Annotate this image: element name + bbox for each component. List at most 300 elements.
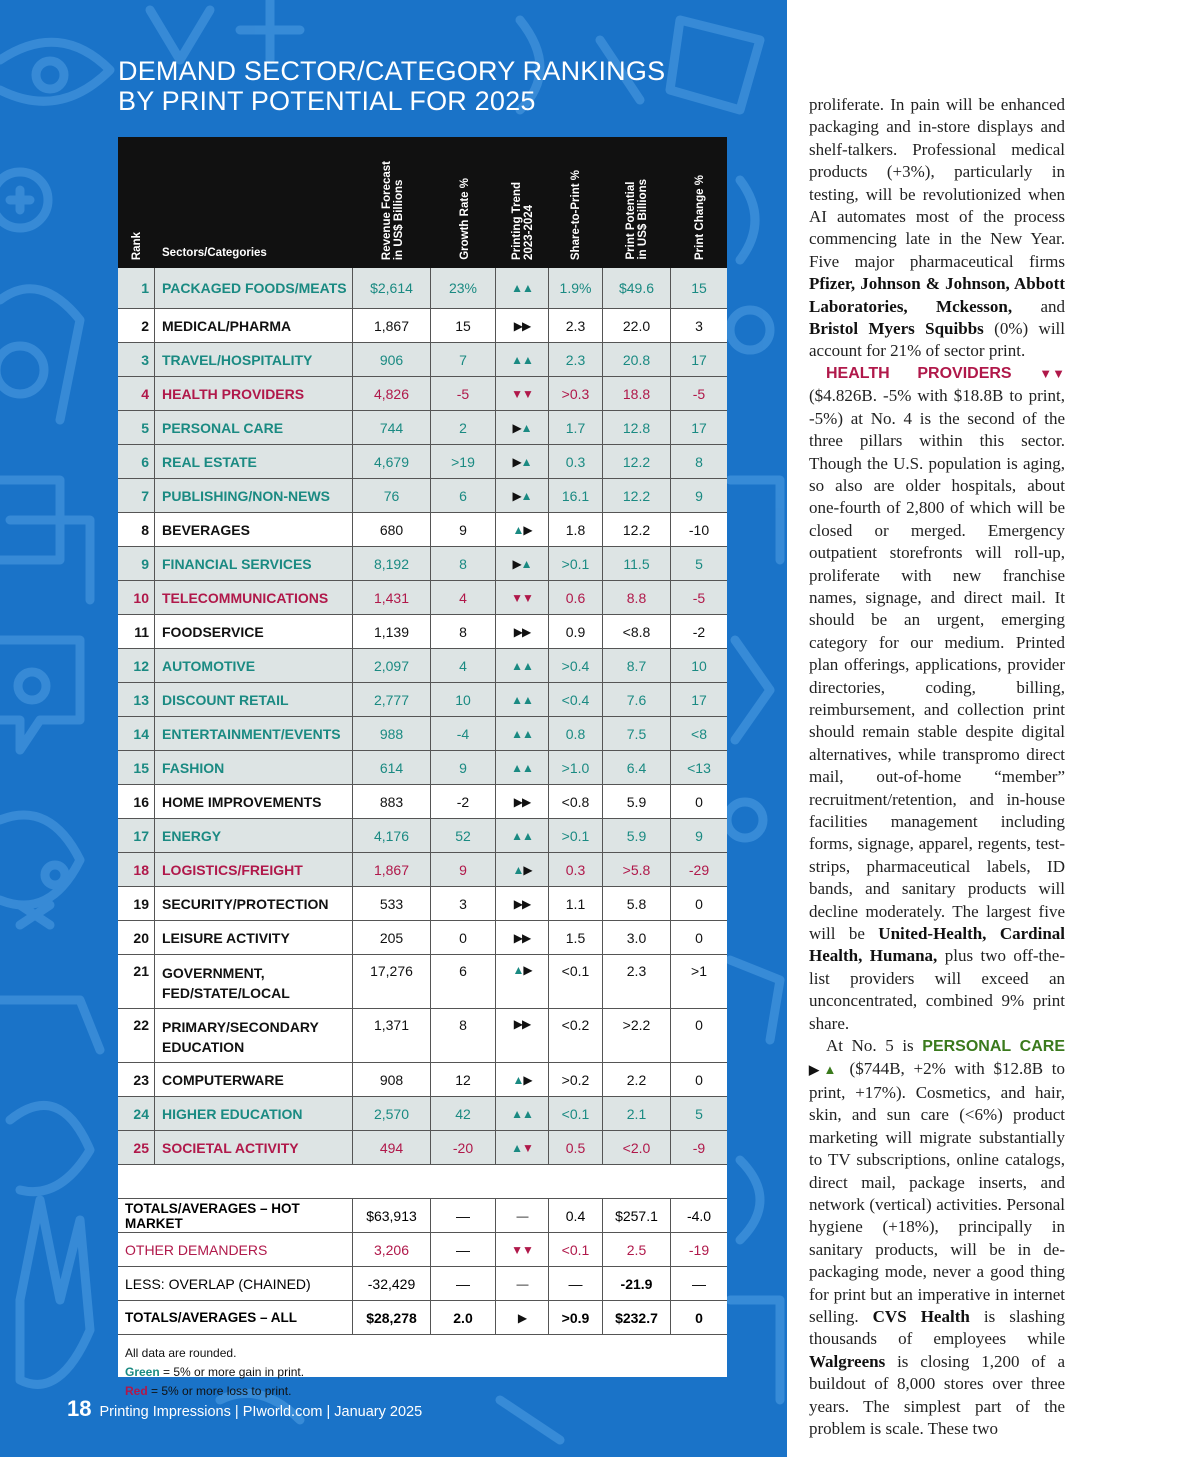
cell-rank: 11 [118,615,155,648]
table-row [118,615,727,649]
arrow-right-icon: ▶ [523,963,532,977]
cell-rank: 22 [118,1009,155,1062]
header-share: Share-to-Print % [570,169,582,260]
dash-icon: — [516,1276,528,1291]
trend-arrows-icon [496,377,549,410]
arrow-up-icon: ▲ [511,1106,522,1121]
cell-sector-name: ENTERTAINMENT/EVENTS [155,717,353,750]
cell-print-change: 0 [695,895,703,912]
note-green-word: Green [125,1365,160,1379]
article-text: plus two off-the-list providers will exceed an unconcentrated, combined 9% print share. [809,946,1065,1033]
cell-revenue: 908 [353,1063,431,1096]
table-body [118,268,727,1410]
cell-print-change: 3 [695,317,703,334]
cell-growth: 6 [431,479,496,512]
company-name: CVS Health [872,1306,970,1326]
table-row [118,1063,727,1097]
trend-arrows-icon [496,751,549,784]
cell-growth: 2.0 [431,1301,496,1334]
cell-revenue: 883 [353,785,431,818]
cell-print-change: 8 [695,453,703,470]
cell-print-change: 17 [691,419,707,436]
arrow-up-icon: ▲ [512,862,524,877]
cell-print-change: 15 [691,280,707,296]
cell-rank: 2 [118,309,155,342]
table-row [118,411,727,445]
cell-revenue: 614 [353,751,431,784]
header-growth: Growth Rate % [459,178,471,260]
arrow-right-icon: ▶ [522,794,531,809]
arrow-down-icon: ▼ [511,386,522,401]
cell-share: 0.8 [549,717,603,750]
cell-revenue: 2,570 [353,1097,431,1130]
cell-print-potential: 22.0 [603,309,671,342]
cell-print-change: <13 [687,759,711,776]
arrow-up-icon: ▲ [511,760,522,775]
cell-revenue: 1,139 [353,615,431,648]
table-row [118,445,727,479]
dash-icon: — [516,1208,528,1223]
trend-arrows-icon [496,547,549,580]
cell-growth: — [431,1267,496,1300]
cell-sector-name: LEISURE ACTIVITY [155,921,353,954]
arrow-up-icon: ▲ [522,1106,533,1121]
cell-sector-name: TELECOMMUNICATIONS [155,581,353,614]
trend-arrows-icon [496,717,549,750]
cell-print-change: 0 [695,1071,703,1088]
arrow-up-icon: ▲ [520,488,532,503]
arrow-right-icon: ▶ [513,624,522,639]
arrow-right-icon: ▶ [522,318,531,333]
page-number: 18 [67,1396,92,1421]
cell-rank: 16 [118,785,155,818]
cell-share: 1.8 [549,513,603,546]
article-paragraph [809,385,1065,1035]
cell-share: <0.1 [549,1233,603,1266]
cell-share: 16.1 [549,479,603,512]
cell-print-change: 0 [695,1017,703,1033]
trend-down-icon: ▼▼ [1039,365,1065,381]
arrow-right-icon: ▶ [512,556,521,571]
cell-print-potential: 12.2 [603,445,671,478]
cell-print-potential: 5.9 [603,785,671,818]
trend-arrows-icon [496,615,549,648]
cell-sector-name: FOODSERVICE [155,615,353,648]
arrow-right-icon: ▶ [513,896,522,911]
trend-arrows-icon [496,479,549,512]
arrow-up-icon: ▲ [511,658,522,673]
table-row [118,547,727,581]
trend-arrows-icon [496,1301,549,1334]
cell-totals-label: LESS: OVERLAP (CHAINED) [118,1267,353,1300]
trend-arrows-icon [496,1063,549,1096]
cell-growth: 2 [431,411,496,444]
cell-growth: -20 [431,1131,496,1164]
trend-arrows-icon [496,1199,549,1232]
cell-rank: 23 [118,1063,155,1096]
cell-print-potential: 3.0 [603,921,671,954]
cell-print-potential: >2.2 [603,1009,671,1062]
cell-growth: 10 [431,683,496,716]
cell-revenue: $2,614 [353,268,431,308]
arrow-right-icon: ▶ [513,794,522,809]
cell-growth: -2 [431,785,496,818]
cell-print-potential: 8.7 [603,649,671,682]
section-heading-word: HEALTH [826,364,890,382]
totals-row [118,1233,727,1267]
cell-print-potential: <8.8 [603,615,671,648]
cell-rank: 7 [118,479,155,512]
article-text: At No. 5 is [826,1036,923,1056]
cell-share: 0.3 [549,853,603,886]
arrow-down-icon: ▼ [522,386,533,401]
cell-revenue: 1,431 [353,581,431,614]
arrow-up-icon: ▲ [512,963,524,977]
arrow-right-icon: ▶ [513,318,522,333]
cell-revenue: 76 [353,479,431,512]
cell-sector-name: PACKAGED FOODS/MEATS [155,268,353,308]
section-heading-word: PROVIDERS [917,364,1012,382]
cell-growth: — [431,1199,496,1232]
cell-print-potential: <2.0 [603,1131,671,1164]
cell-growth: 23% [431,268,496,308]
cell-share: <0.4 [549,683,603,716]
cell-growth: 4 [431,649,496,682]
table-row [118,1009,727,1063]
table-row [118,751,727,785]
cell-rank: 25 [118,1131,155,1164]
cell-share: 1.5 [549,921,603,954]
cell-share: <0.1 [549,955,603,1008]
cell-print-potential: 5.9 [603,819,671,852]
note-green [125,1363,720,1382]
arrow-right-icon: ▶ [522,930,531,945]
header-rank: Rank [131,231,143,260]
cell-sector-name: FASHION [155,751,353,784]
cell-growth: -5 [431,377,496,410]
arrow-right-icon: ▶ [523,522,532,537]
cell-print-change: <8 [691,725,707,742]
table-row [118,377,727,411]
article-text: is closing 1,200 of a buildout of 8,000 stores over three years. The simplest part of the problem is scale. These two [809,1351,1065,1438]
cell-print-change: -29 [688,861,710,878]
cell-print-potential: 12.2 [603,513,671,546]
cell-growth: 4 [431,581,496,614]
cell-growth: 6 [431,955,496,1008]
cell-growth: 9 [431,853,496,886]
arrow-right-icon: ▶ [522,896,531,911]
cell-share: — [549,1267,603,1300]
cell-revenue: 1,867 [353,853,431,886]
header-revenue [381,161,405,260]
cell-sector-name: PERSONAL CARE [155,411,353,444]
arrow-up-icon: ▲ [520,454,532,469]
cell-print-change: 9 [695,827,703,844]
cell-revenue: 680 [353,513,431,546]
cell-share: 0.9 [549,615,603,648]
footer-text: Printing Impressions | PIworld.com | January 2025 [99,1404,423,1420]
trend-arrows-icon [496,445,549,478]
cell-share: <0.8 [549,785,603,818]
cell-growth: 8 [431,615,496,648]
cell-rank: 4 [118,377,155,410]
cell-rank: 17 [118,819,155,852]
article-paragraph [809,94,1065,363]
cell-print-potential: 8.8 [603,581,671,614]
table-row [118,343,727,377]
table-row [118,479,727,513]
cell-sector-name: REAL ESTATE [155,445,353,478]
arrow-up-icon: ▲ [522,352,533,367]
cell-rank: 13 [118,683,155,716]
cell-growth: — [431,1233,496,1266]
company-names: Pfizer, Johnson & Johnson, Abbott Laboratories, Mckesson, [809,274,1065,316]
cell-rank: 3 [118,343,155,376]
arrow-down-icon: ▼ [522,1242,533,1257]
trend-arrows-icon [496,1233,549,1266]
cell-sector-name: TRAVEL/HOSPITALITY [155,343,353,376]
cell-share: <0.1 [549,1097,603,1130]
cell-revenue: 1,867 [353,309,431,342]
cell-sector-name: PRIMARY/SECONDARY EDUCATION [155,1009,353,1062]
cell-rank: 10 [118,581,155,614]
cell-rank: 12 [118,649,155,682]
cell-growth: 9 [431,513,496,546]
table-header [118,137,727,268]
header-trend-line2: 2023-2024 [523,205,535,260]
cell-revenue: 988 [353,717,431,750]
cell-print-change: 9 [695,487,703,504]
cell-revenue: 4,679 [353,445,431,478]
arrow-up-icon: ▲ [512,522,524,537]
cell-revenue: 1,371 [353,1009,431,1062]
page-footer [67,1396,422,1422]
cell-revenue: 17,276 [353,955,431,1008]
cell-print-change: 17 [691,691,707,708]
table-row [118,1131,727,1165]
cell-print-change: 17 [691,351,707,368]
arrow-up-icon: ▲ [511,281,522,295]
cell-sector-name: PUBLISHING/NON-NEWS [155,479,353,512]
article-text: is slashing thousands of employees while [809,1306,1065,1349]
trend-arrows-icon [496,649,549,682]
trend-arrows-icon [496,955,549,1008]
cell-print-change: -10 [688,521,710,538]
cell-growth: >19 [431,445,496,478]
cell-sector-name: BEVERAGES [155,513,353,546]
trend-arrows-icon [496,268,549,308]
cell-sector-name: MEDICAL/PHARMA [155,309,353,342]
cell-share: 0.4 [549,1199,603,1232]
cell-print-potential: 12.2 [603,479,671,512]
section-heading-personal-care: PERSONAL CARE [922,1038,1066,1056]
cell-share: 1.1 [549,887,603,920]
cell-print-change: 0 [695,793,703,810]
cell-share: <0.2 [549,1009,603,1062]
table-row [118,921,727,955]
cell-print-change: — [692,1275,706,1292]
cell-rank: 18 [118,853,155,886]
note-red-word: Red [125,1384,148,1398]
cell-rank: 19 [118,887,155,920]
cell-print-change: -19 [688,1241,710,1258]
arrow-right-icon: ▶ [517,1310,527,1325]
cell-growth: 3 [431,887,496,920]
cell-share: >0.9 [549,1301,603,1334]
cell-growth: 9 [431,751,496,784]
header-sector: Sectors/Categories [162,247,267,259]
cell-print-potential: 12.8 [603,411,671,444]
arrow-right-icon: ▶ [522,1017,531,1031]
cell-print-potential: 20.8 [603,343,671,376]
totals-row [118,1267,727,1301]
cell-growth: 12 [431,1063,496,1096]
arrow-up-icon: ▲ [511,828,522,843]
cell-print-potential: $49.6 [603,268,671,308]
cell-sector-name: DISCOUNT RETAIL [155,683,353,716]
header-trend-line1: Printing Trend [511,182,523,260]
cell-print-potential: 2.2 [603,1063,671,1096]
cell-print-change: -4.0 [686,1207,712,1224]
cell-revenue: 494 [353,1131,431,1164]
trend-arrows-icon [496,921,549,954]
cell-sector-name: GOVERNMENT, FED/STATE/LOCAL [155,955,353,1008]
article-text: ($4.826B. -5% with $18.8B to print, -5%) at No. 4 is the second of the three pillars within this sector. Though the U.S. population is aging, so also are older hospitals, about one-fourth of 2,800 of which will be closed or merged. Emergency outpatient storefronts will roll-up, proliferate with new franchise names, signage, and direct mail. It should be an urgent, emerging category for our medium. Printed plan offerings, applications, provider directories, coding, billing, reimbursement, and collection print should remain stable despite digital alternatives, while transpromo direct mail, out-of-home “member” recruitment/retention, and in-house facilities management including forms, signage, apparel, regents, test-strips, pharmaceutical labels, ID bands, and sanitary products will decline moderately. The largest five will be [809,386,1065,944]
table-row [118,785,727,819]
section-heading-health-providers [809,363,1065,385]
cell-revenue: 8,192 [353,547,431,580]
article-text: and [1012,296,1065,316]
trend-mixed-icon: ▶▲ [809,1062,841,1078]
cell-revenue: 3,206 [353,1233,431,1266]
table-row [118,819,727,853]
cell-print-potential: >5.8 [603,853,671,886]
cell-sector-name: AUTOMOTIVE [155,649,353,682]
article-paragraph [809,1035,1065,1440]
cell-totals-label: OTHER DEMANDERS [118,1233,353,1266]
table-row [118,268,727,309]
cell-revenue: 2,097 [353,649,431,682]
cell-sector-name: SOCIETAL ACTIVITY [155,1131,353,1164]
arrow-down-icon: ▼ [522,1140,533,1155]
table-row [118,581,727,615]
header-revenue-line1: Revenue Forecast [381,160,393,260]
arrow-up-icon: ▲ [511,726,522,741]
arrow-down-icon: ▼ [522,590,533,605]
cell-share: 0.6 [549,581,603,614]
trend-arrows-icon [496,309,549,342]
cell-revenue: $28,278 [353,1301,431,1334]
cell-totals-label: TOTALS/AVERAGES – HOT MARKET [118,1199,353,1232]
trend-arrows-icon [496,819,549,852]
trend-arrows-icon [496,1009,549,1062]
cell-print-potential: 7.5 [603,717,671,750]
cell-revenue: 906 [353,343,431,376]
cell-share: 0.3 [549,445,603,478]
trend-arrows-icon [496,343,549,376]
cell-sector-name: HIGHER EDUCATION [155,1097,353,1130]
cell-revenue: 533 [353,887,431,920]
cell-share: >0.4 [549,649,603,682]
cell-print-change: 0 [695,929,703,946]
cell-growth: 42 [431,1097,496,1130]
cell-sector-name: COMPUTERWARE [155,1063,353,1096]
note-green-text: = 5% or more gain in print. [159,1365,305,1379]
cell-share: 0.5 [549,1131,603,1164]
cell-rank: 14 [118,717,155,750]
cell-print-potential: 5.8 [603,887,671,920]
arrow-up-icon: ▲ [511,1140,522,1155]
cell-print-potential: $232.7 [603,1301,671,1334]
arrow-up-icon: ▲ [522,760,533,775]
cell-growth: 0 [431,921,496,954]
note-red-text: = 5% or more loss to print. [147,1384,292,1398]
cell-print-potential: 2.5 [603,1233,671,1266]
cell-print-potential: 11.5 [603,547,671,580]
cell-print-potential: -21.9 [603,1267,671,1300]
cell-growth: 8 [431,547,496,580]
cell-share: 2.3 [549,343,603,376]
company-name: Bristol Myers Squibbs [809,319,984,339]
arrow-up-icon: ▲ [522,658,533,673]
arrow-right-icon: ▶ [522,624,531,639]
cell-growth: 7 [431,343,496,376]
trend-arrows-icon [496,853,549,886]
table-row [118,1097,727,1131]
table-spacer [118,1165,727,1199]
cell-revenue: 2,777 [353,683,431,716]
arrow-up-icon: ▲ [512,1072,524,1087]
cell-print-change: -2 [692,623,706,640]
cell-rank: 1 [118,268,155,308]
table-row [118,513,727,547]
arrow-right-icon: ▶ [523,862,532,877]
cell-print-change: 10 [691,657,707,674]
cell-sector-name: LOGISTICS/FREIGHT [155,853,353,886]
page-title [118,56,665,116]
header-revenue-line2: in US$ Billions [393,179,405,260]
article-text: proliferate. In pain will be enhanced packaging and in-store displays and shelf-talkers. Professional medical products (+3%), particularly in testing, will be revolutionized when AI automates most of the process commencing late in the New Year. Five major pharmaceutical firms [809,95,1065,271]
header-potential [625,179,649,260]
cell-share: >0.2 [549,1063,603,1096]
article-column [809,94,1065,1440]
cell-share: 2.3 [549,309,603,342]
trend-arrows-icon [496,411,549,444]
cell-rank: 5 [118,411,155,444]
header-potential-line2: in US$ Billions [637,179,649,260]
cell-print-potential: 2.3 [603,955,671,1008]
cell-print-potential: 6.4 [603,751,671,784]
cell-print-change: 0 [695,1309,703,1326]
cell-rank: 9 [118,547,155,580]
cell-print-change: 5 [695,555,703,572]
cell-rank: 24 [118,1097,155,1130]
page-title-line1: DEMAND SECTOR/CATEGORY RANKINGS [118,56,666,86]
header-change: Print Change % [694,175,706,260]
arrow-up-icon: ▲ [522,726,533,741]
table-row [118,887,727,921]
cell-share: >0.1 [549,547,603,580]
cell-print-change: -5 [692,589,706,606]
cell-growth: 52 [431,819,496,852]
cell-share: 1.7 [549,411,603,444]
arrow-up-icon: ▲ [520,420,532,435]
cell-growth: 8 [431,1009,496,1062]
rankings-table [118,137,727,1398]
trend-arrows-icon [496,683,549,716]
cell-revenue: $63,913 [353,1199,431,1232]
totals-row [118,1199,727,1233]
